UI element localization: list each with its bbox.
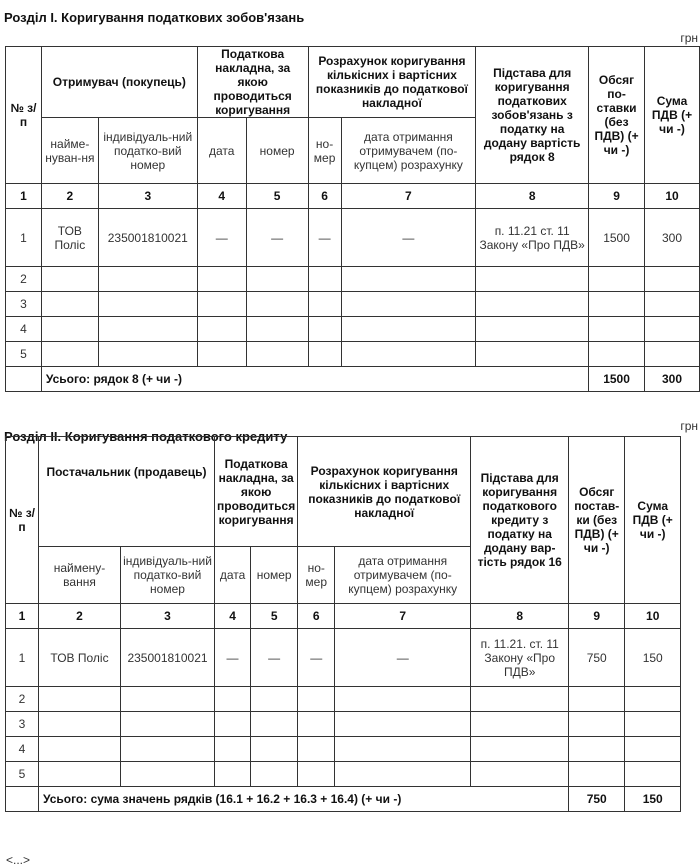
- s1-row1-basis: п. 11.21 ст. 11 Закону «Про ПДВ»: [476, 209, 589, 267]
- s2-row-num: 5: [6, 762, 39, 787]
- s2-row1-basis: п. 11.21. ст. 11 Закону «Про ПДВ»: [471, 629, 569, 687]
- s1-header-number: номер: [246, 118, 308, 184]
- s2-colnum: 9: [569, 604, 625, 629]
- s1-row1-num: 1: [6, 209, 42, 267]
- s2-header-invoice: Податкова накладна, за якою проводиться коригування: [215, 437, 298, 547]
- section1-table: [5, 46, 700, 392]
- s2-row-num: 4: [6, 737, 39, 762]
- total-row: [6, 787, 681, 812]
- s1-colnum: 9: [589, 184, 645, 209]
- s2-row1-number: —: [251, 629, 298, 687]
- section1-title: Розділ І. Коригування податкових зобов'язань: [4, 10, 305, 25]
- s2-header-calc: Розрахунок коригування кількісних і вартісних показників до податкової накладної: [298, 437, 471, 547]
- s2-colnum: 7: [335, 604, 471, 629]
- s2-row1-vat: 150: [625, 629, 681, 687]
- s1-header-date: дата: [197, 118, 246, 184]
- s1-row1-volume: 1500: [589, 209, 645, 267]
- s1-row-num: 2: [6, 267, 42, 292]
- s1-header-calc-date: дата отримання отримувачем (по-купцем) розрахунку: [341, 118, 476, 184]
- table-row: [6, 267, 700, 292]
- s2-colnum: 1: [6, 604, 39, 629]
- s2-row1-num: 1: [6, 629, 39, 687]
- s2-row1-name: ТОВ Поліс: [39, 629, 121, 687]
- section2-title: Розділ ІІ. Коригування податкового кредиту: [4, 429, 288, 444]
- section2-table: [5, 436, 681, 812]
- section2-currency: грн: [680, 419, 698, 433]
- s1-row1-name: ТОВ Поліс: [41, 209, 98, 267]
- s2-colnum: 3: [121, 604, 215, 629]
- s2-total-volume: 750: [569, 787, 625, 812]
- table-row: [6, 292, 700, 317]
- s2-colnum: 10: [625, 604, 681, 629]
- table-row: [6, 712, 681, 737]
- s2-total-vat: 150: [625, 787, 681, 812]
- s1-colnum: 5: [246, 184, 308, 209]
- s1-row-num: 5: [6, 342, 42, 367]
- table-row: [6, 317, 700, 342]
- s2-row-num: 3: [6, 712, 39, 737]
- s1-colnum: 8: [476, 184, 589, 209]
- s1-header-basis: Підстава для коригування податкових зобов'язань з податку на додану вартість рядок 8: [476, 47, 589, 184]
- s2-total-label: Усього: сума значень рядків (16.1 + 16.2 + 16.3 + 16.4) (+ чи -): [39, 787, 569, 812]
- s2-colnum: 4: [215, 604, 251, 629]
- s2-row1-calc-date: —: [335, 629, 471, 687]
- s2-row-num: 2: [6, 687, 39, 712]
- s1-row1-number: —: [246, 209, 308, 267]
- s1-colnum: 7: [341, 184, 476, 209]
- s1-colnum: 3: [98, 184, 197, 209]
- table-row: [6, 342, 700, 367]
- s1-colnum: 1: [6, 184, 42, 209]
- s1-header-num: № з/п: [6, 47, 42, 184]
- s1-header-vat: Сума ПДВ (+ чи -): [645, 47, 700, 184]
- table-row: [6, 737, 681, 762]
- s2-row1-volume: 750: [569, 629, 625, 687]
- s2-header-date: дата: [215, 547, 251, 604]
- s1-colnum: 6: [308, 184, 341, 209]
- s1-total-label: Усього: рядок 8 (+ чи -): [41, 367, 588, 392]
- s1-header-calc: Розрахунок коригування кількісних і вартісних показників до податкової накладної: [308, 47, 476, 118]
- section1-currency: грн: [680, 31, 698, 45]
- table-row: [6, 629, 681, 687]
- s1-row1-calc-date: —: [341, 209, 476, 267]
- s2-header-supplier: Постачальник (продавець): [39, 437, 215, 547]
- s2-colnum: 2: [39, 604, 121, 629]
- s1-row-num: 4: [6, 317, 42, 342]
- s1-row1-calc-number: —: [308, 209, 341, 267]
- s2-header-num: № з/п: [6, 437, 39, 604]
- s1-row1-date: —: [197, 209, 246, 267]
- s1-total-volume: 1500: [589, 367, 645, 392]
- s1-colnum: 2: [41, 184, 98, 209]
- s2-header-basis: Підстава для коригування податкового кредиту з податку на додану вар-тість рядок 16: [471, 437, 569, 604]
- s2-header-tax-id: індивідуаль-ний податко-вий номер: [121, 547, 215, 604]
- s1-colnum: 4: [197, 184, 246, 209]
- s2-header-name: наймену-вання: [39, 547, 121, 604]
- s2-header-number: номер: [251, 547, 298, 604]
- s1-header-tax-id: індивідуаль-ний податко-вий номер: [98, 118, 197, 184]
- s2-row1-date: —: [215, 629, 251, 687]
- s2-colnum: 8: [471, 604, 569, 629]
- s2-row1-calc-number: —: [298, 629, 335, 687]
- table-row: [6, 687, 681, 712]
- s1-total-vat: 300: [645, 367, 700, 392]
- s2-colnum: 5: [251, 604, 298, 629]
- s2-header-calc-number: но-мер: [298, 547, 335, 604]
- s1-row-num: 3: [6, 292, 42, 317]
- s1-colnum: 10: [645, 184, 700, 209]
- table-row: [6, 762, 681, 787]
- s2-row1-tax-id: 235001810021: [121, 629, 215, 687]
- s2-header-calc-date: дата отримання отримувачем (по-купцем) розрахунку: [335, 547, 471, 604]
- s1-header-invoice: Податкова накладна, за якою проводиться коригування: [197, 47, 308, 118]
- s1-header-recipient: Отримувач (покупець): [41, 47, 197, 118]
- continuation-ellipsis: <...>: [6, 853, 31, 867]
- s1-header-calc-number: но-мер: [308, 118, 341, 184]
- s2-header-vat: Сума ПДВ (+ чи -): [625, 437, 681, 604]
- s2-colnum: 6: [298, 604, 335, 629]
- s1-row1-tax-id: 235001810021: [98, 209, 197, 267]
- table-row: [6, 209, 700, 267]
- total-row: [6, 367, 700, 392]
- s1-row1-vat: 300: [645, 209, 700, 267]
- s1-header-volume: Обсяг по-ставки (без ПДВ) (+ чи -): [589, 47, 645, 184]
- s2-header-volume: Обсяг постав-ки (без ПДВ) (+ чи -): [569, 437, 625, 604]
- s1-header-name: найме-нуван-ня: [41, 118, 98, 184]
